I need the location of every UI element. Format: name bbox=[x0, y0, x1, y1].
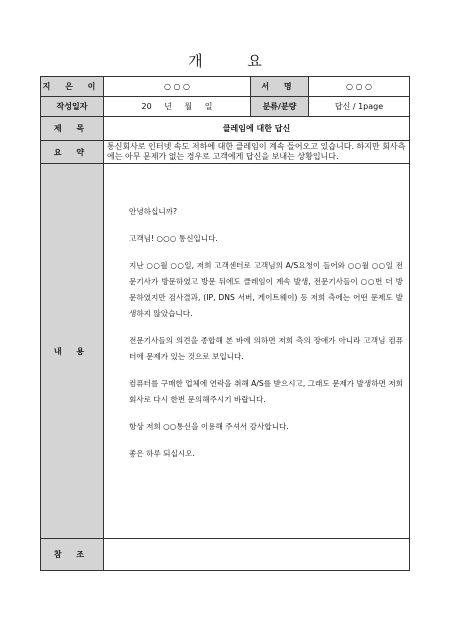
body-paragraph: 항상 저희 ○○통신을 이용해 주셔서 감사합니다. bbox=[129, 422, 289, 431]
subject-value: 클레임에 대한 답신 bbox=[104, 117, 410, 141]
body-paragraph: 고객님! ○○○ 통신입니다. bbox=[129, 234, 218, 243]
body-paragraph: 전문기사들의 의견을 종합해 본 바에 의하면 저희 측의 장애가 아니라 고객님 컴퓨터에 문제가 있는 것으로 보입니다. bbox=[129, 336, 403, 361]
subject-label: 제 목 bbox=[41, 117, 104, 141]
date-value: 20 년 월 일 bbox=[104, 97, 251, 117]
body-paragraph: 안녕하십니까? bbox=[129, 207, 178, 216]
content-label: 내 용 bbox=[41, 164, 104, 539]
body-paragraph: 컴퓨터를 구매한 업체에 연락을 취해 A/S를 받으시고, 그래도 문제가 발생하면 저희 회사로 다시 한번 문의해주시기 바랍니다. bbox=[129, 379, 403, 404]
author-label: 지 은 이 bbox=[41, 77, 104, 97]
reference-value bbox=[104, 539, 410, 571]
category-value: 답신 / 1page bbox=[309, 97, 410, 117]
body-paragraph: 지난 ○○월 ○○일, 저희 고객센터로 고객님의 A/S요청이 들어와 ○○월 ○○일 전문기사가 방문하였고 방문 뒤에도 클레임이 계속 발생, 전문기사들이 ○○번 더 방문하였지만 검사결과, (IP, DNS 서버, 게이트웨이) 등 저희 측에는 어떤 문제도 발생하지 않았습니다. bbox=[129, 261, 403, 318]
reference-label: 참 조 bbox=[41, 539, 104, 571]
document-title: 개 요 bbox=[188, 52, 282, 70]
summary-value: 통신회사로 인터넷 속도 저하에 대한 클레임이 계속 들어오고 있습니다. 하지만 회사측에는 아무 문제가 없는 경우로 고객에게 답신을 보내는 상황입니다. bbox=[104, 141, 410, 164]
category-label: 분류/분량 bbox=[251, 97, 309, 117]
signature-label: 서 명 bbox=[251, 77, 309, 97]
content-body bbox=[104, 164, 410, 539]
body-paragraph: 좋은 하루 되십시오. bbox=[129, 449, 195, 458]
signature-value: ○ ○ ○ bbox=[309, 77, 410, 97]
summary-label: 요 약 bbox=[41, 141, 104, 164]
author-value: ○ ○ ○ bbox=[104, 77, 251, 97]
date-label: 작성일자 bbox=[41, 97, 104, 117]
overview-form bbox=[40, 76, 410, 571]
